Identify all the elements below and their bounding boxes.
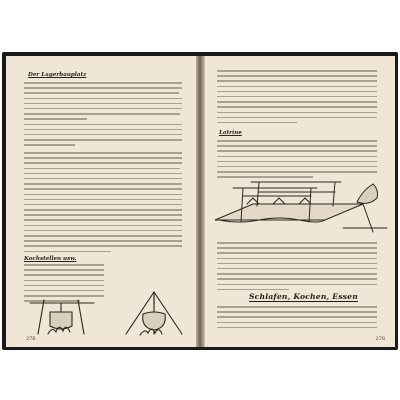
page-number-right: 278 [375,336,385,342]
body-text-block [217,70,377,127]
body-text-block [217,306,377,332]
cooking-pot-tripod-illustration [26,290,186,338]
body-text-block [24,152,182,256]
heading-lagerbauplatz: Der Lagerbauplatz [28,72,87,78]
body-text-block [217,242,377,294]
left-page [6,56,197,347]
body-text-block [24,82,182,149]
chapter-title: Schlafen, Kochen, Essen [249,292,358,301]
heading-latrine: Latrine [219,130,242,136]
latrine-illustration [213,174,389,238]
book-gutter [196,56,204,347]
heading-kochstellen: Kochstellen usw. [24,256,77,262]
right-page [204,56,395,347]
page-number-left: 276 [26,336,36,342]
